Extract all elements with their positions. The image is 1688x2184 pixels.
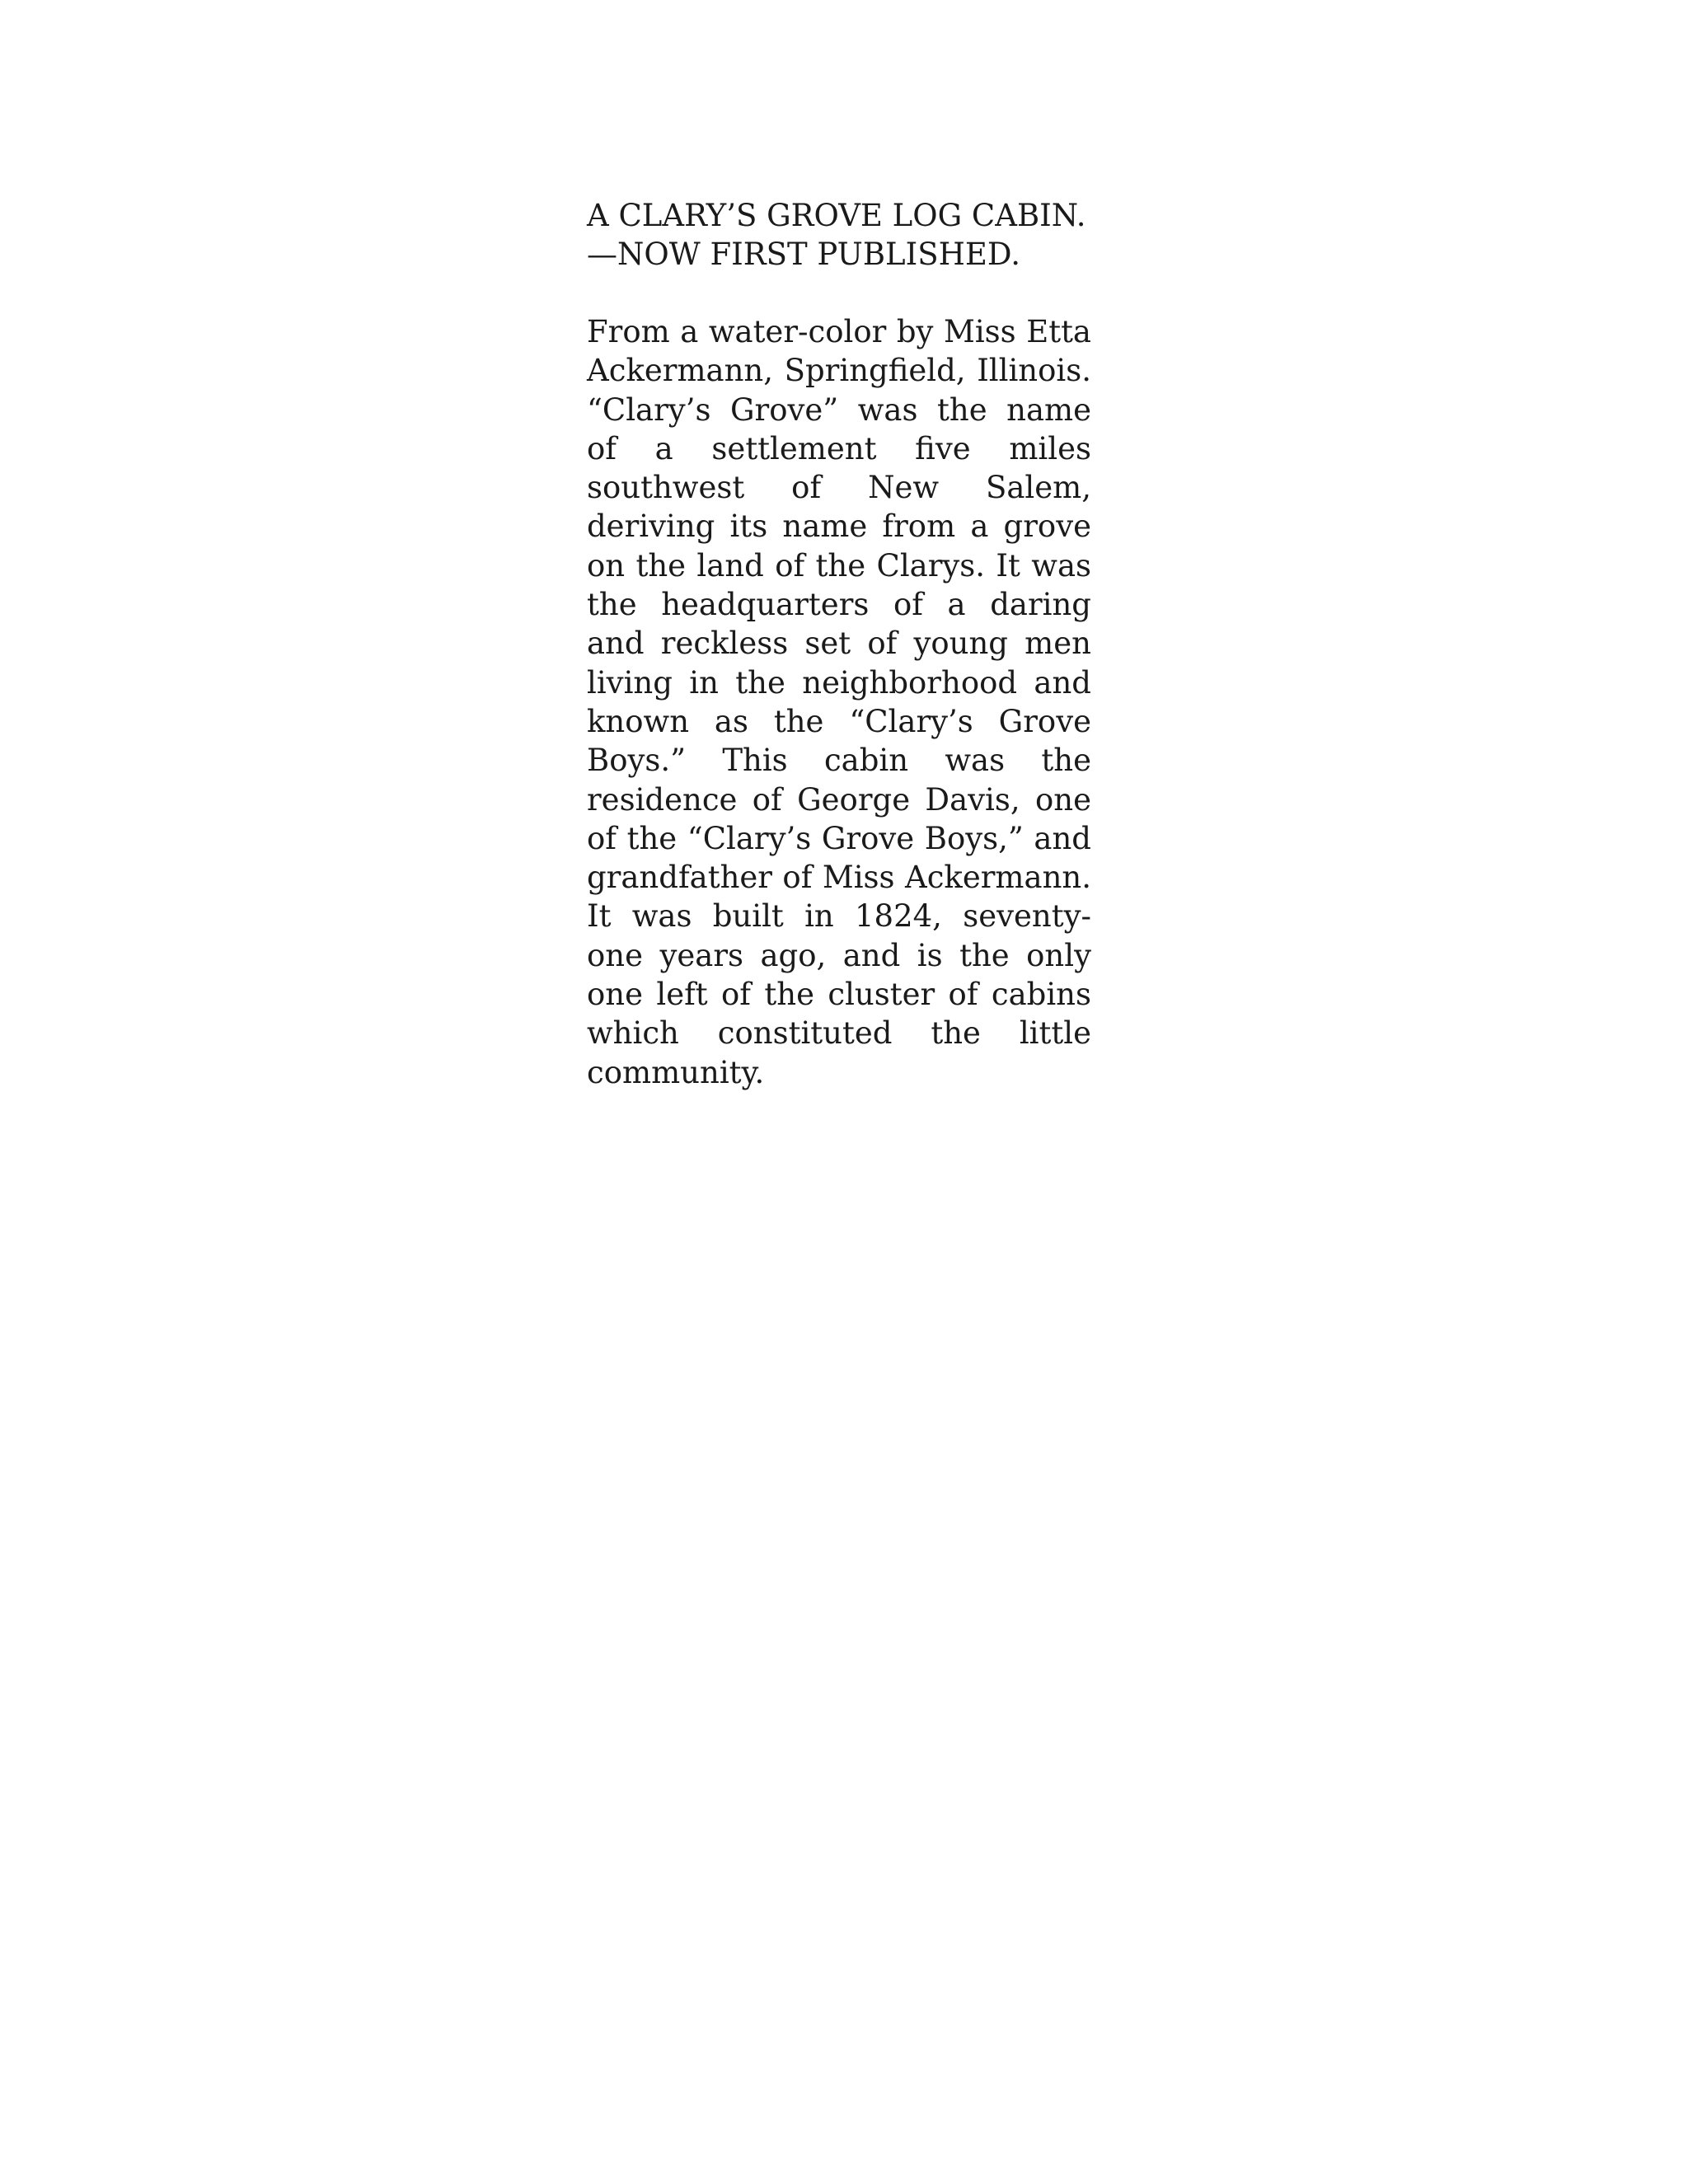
caption-body: From a water-color by Miss Etta Ackermann, Springfield, Illinois. “Clary’s Grove” was the name of a settlement five miles southwest of New Salem, deriving its name from a grove on the land of the Clarys. It was the headquarters of a daring and reckless set of young men living in the neighborhood and known as the “Clary’s Grove Boys.” This cabin was the residence of George Davis, one of the “Clary’s Grove Boys,” and grandfather of Miss Ackermann. It was built in 1824, seventy-one years ago, and is the only one left of the cluster of cabins which constituted the little community. bbox=[587, 314, 1091, 1090]
caption-column bbox=[587, 196, 1091, 1092]
caption-title bbox=[587, 196, 1091, 274]
caption-title-line-1: A CLARY’S GROVE LOG CABIN. bbox=[587, 198, 1086, 233]
caption-title-line-2: —NOW FIRST PUBLISHED. bbox=[587, 237, 1020, 272]
